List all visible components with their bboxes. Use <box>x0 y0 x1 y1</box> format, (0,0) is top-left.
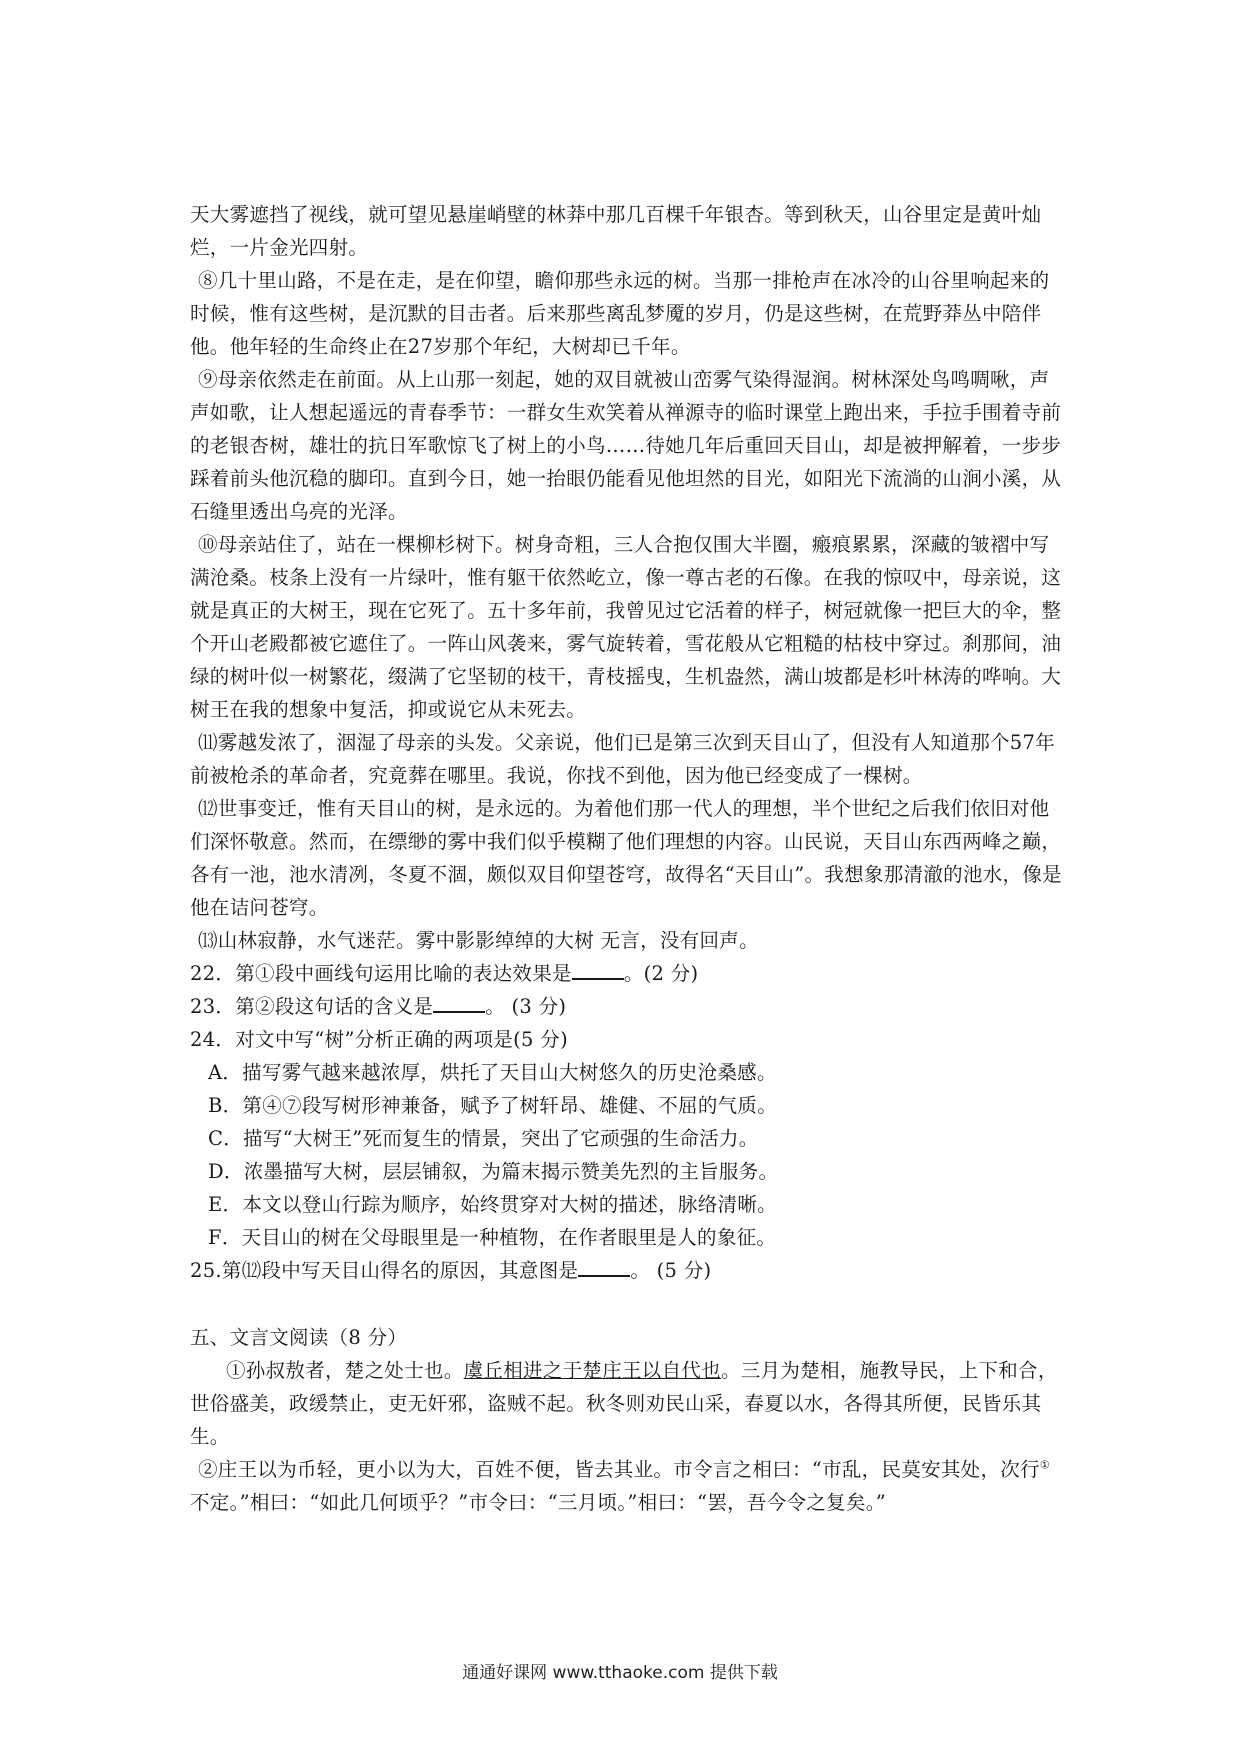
classical-paragraph-1: ①孙叔敖者，楚之处士也。虞丘相进之于楚庄王以自代也。三月为楚相，施教导民，上下和合，世俗盛美，政缓禁止，吏无奸邪，盗贼不起。秋冬则劝民山采，春夏以水，各得其所便，民皆乐其生。 <box>190 1359 1058 1448</box>
question-24: 24．对文中写“树”分析正确的两项是(5 分) <box>190 1028 568 1051</box>
question-22: 22．第①段中画线句运用比喻的表达效果是 。(2 分) <box>190 962 699 985</box>
section-5-heading: 五、文言文阅读（8 分） <box>190 1326 408 1349</box>
classical-paragraph-2: ②庄王以为币轻，更小以为大，百姓不便，皆去其业。市令言之相曰：“市乱，民莫安其处，次行①不定。”相曰：“如此几何顷乎？”市令曰：“三月顷。”相曰：“罢，吾今令之复矣。” <box>190 1458 1051 1514</box>
paragraph-7-continued: 天大雾遮挡了视线，就可望见悬崖峭壁的林莽中那几百棵千年银杏。等到秋天，山谷里定是黄叶灿烂，一片金光四射。 <box>190 203 1042 259</box>
paragraph-13: ⒀山林寂静，水气迷茫。雾中影影绰绰的大树 无言，没有回声。 <box>198 929 759 952</box>
option-a: A．描写雾气越来越浓厚，烘托了天目山大树悠久的历史沧桑感。 <box>208 1061 777 1084</box>
page-footer: 通通好课网 www.tthaoke.com 提供下载 <box>462 1663 778 1683</box>
paragraph-11: ⑾雾越发浓了，洇湿了母亲的头发。父亲说，他们已是第三次到天目山了，但没有人知道那个57年前被枪杀的革命者，究竟葬在哪里。我说，你找不到他，因为他已经变成了一棵树。 <box>190 731 1056 787</box>
answer-blank <box>433 993 485 1013</box>
option-f: F．天目山的树在父母眼里是一种植物，在作者眼里是人的象征。 <box>208 1226 777 1249</box>
paragraph-12: ⑿世事变迁，惟有天目山的树，是永远的。为着他们那一代人的理想，半个世纪之后我们依旧对他们深怀敬意。然而，在缥缈的雾中我们似乎模糊了他们理想的内容。山民说，天目山东西两峰之巅，各有一池，池水清冽，冬夏不涸，颇似双目仰望苍穹，故得名“天目山”。我想象那清澈的池水，像是他在诘问苍穹。 <box>190 797 1062 919</box>
question-23: 23．第②段这句话的含义是 。 (3 分) <box>190 995 567 1018</box>
option-e: E．本文以登山行踪为顺序，始终贯穿对大树的描述，脉络清晰。 <box>208 1193 777 1216</box>
option-b: B．第④⑦段写树形神兼备，赋予了树轩昂、雄健、不屈的气质。 <box>208 1094 778 1117</box>
paragraph-9: ⑨母亲依然走在前面。从上山那一刻起，她的双目就被山峦雾气染得湿润。树林深处鸟鸣啁啾，声声如歌，让人想起遥远的青春季节：一群女生欢笑着从禅源寺的临时课堂上跑出来，手拉手围着寺前的老银杏树，雄壮的抗日军歌惊飞了树上的小鸟……待她几年后重回天目山，却是被押解着，一步步踩着前头他沉稳的脚印。直到今日，她一抬眼仍能看见他坦然的目光，如阳光下流淌的山涧小溪，从石缝里透出乌亮的光泽。 <box>190 368 1062 523</box>
footnote-marker: ① <box>1039 1458 1051 1472</box>
answer-blank <box>572 960 624 980</box>
answer-blank <box>578 1257 630 1277</box>
document-body <box>190 198 1062 1519</box>
paragraph-8: ⑧几十里山路，不是在走，是在仰望，瞻仰那些永远的树。当那一排枪声在冰冷的山谷里响起来的时候，惟有这些树，是沉默的目击者。后来那些离乱梦魇的岁月，仍是这些树，在荒野莽丛中陪伴他。他年轻的生命终止在27岁那个年纪，大树却已千年。 <box>190 269 1050 358</box>
paragraph-10: ⑩母亲站住了，站在一棵柳杉树下。树身奇粗，三人合抱仅围大半圈，瘢痕累累，深藏的皱褶中写满沧桑。枝条上没有一片绿叶，惟有躯干依然屹立，像一尊古老的石像。在我的惊叹中，母亲说，这就是真正的大树王，现在它死了。五十多年前，我曾见过它活着的样子，树冠就像一把巨大的伞，整个开山老殿都被它遮住了。一阵山风袭来，雾气旋转着，雪花般从它粗糙的枯枝中穿过。刹那间，油绿的树叶似一树繁花，缀满了它坚韧的枝干，青枝摇曳，生机盎然，满山坡都是杉叶林涛的哗响。大树王在我的想象中复活，抑或说它从未死去。 <box>190 533 1062 721</box>
question-25: 25.第⑿段中写天目山得名的原因，其意图是 。 (5 分) <box>190 1259 712 1282</box>
option-d: D．浓墨描写大树，层层铺叙，为篇末揭示赞美先烈的主旨服务。 <box>208 1160 779 1183</box>
option-c: C．描写“大树王”死而复生的情景，突出了它顽强的生命活力。 <box>208 1127 759 1150</box>
section-spacer <box>190 1287 1062 1321</box>
underlined-sentence: 虞丘相进之于楚庄王以自代也 <box>463 1359 722 1382</box>
